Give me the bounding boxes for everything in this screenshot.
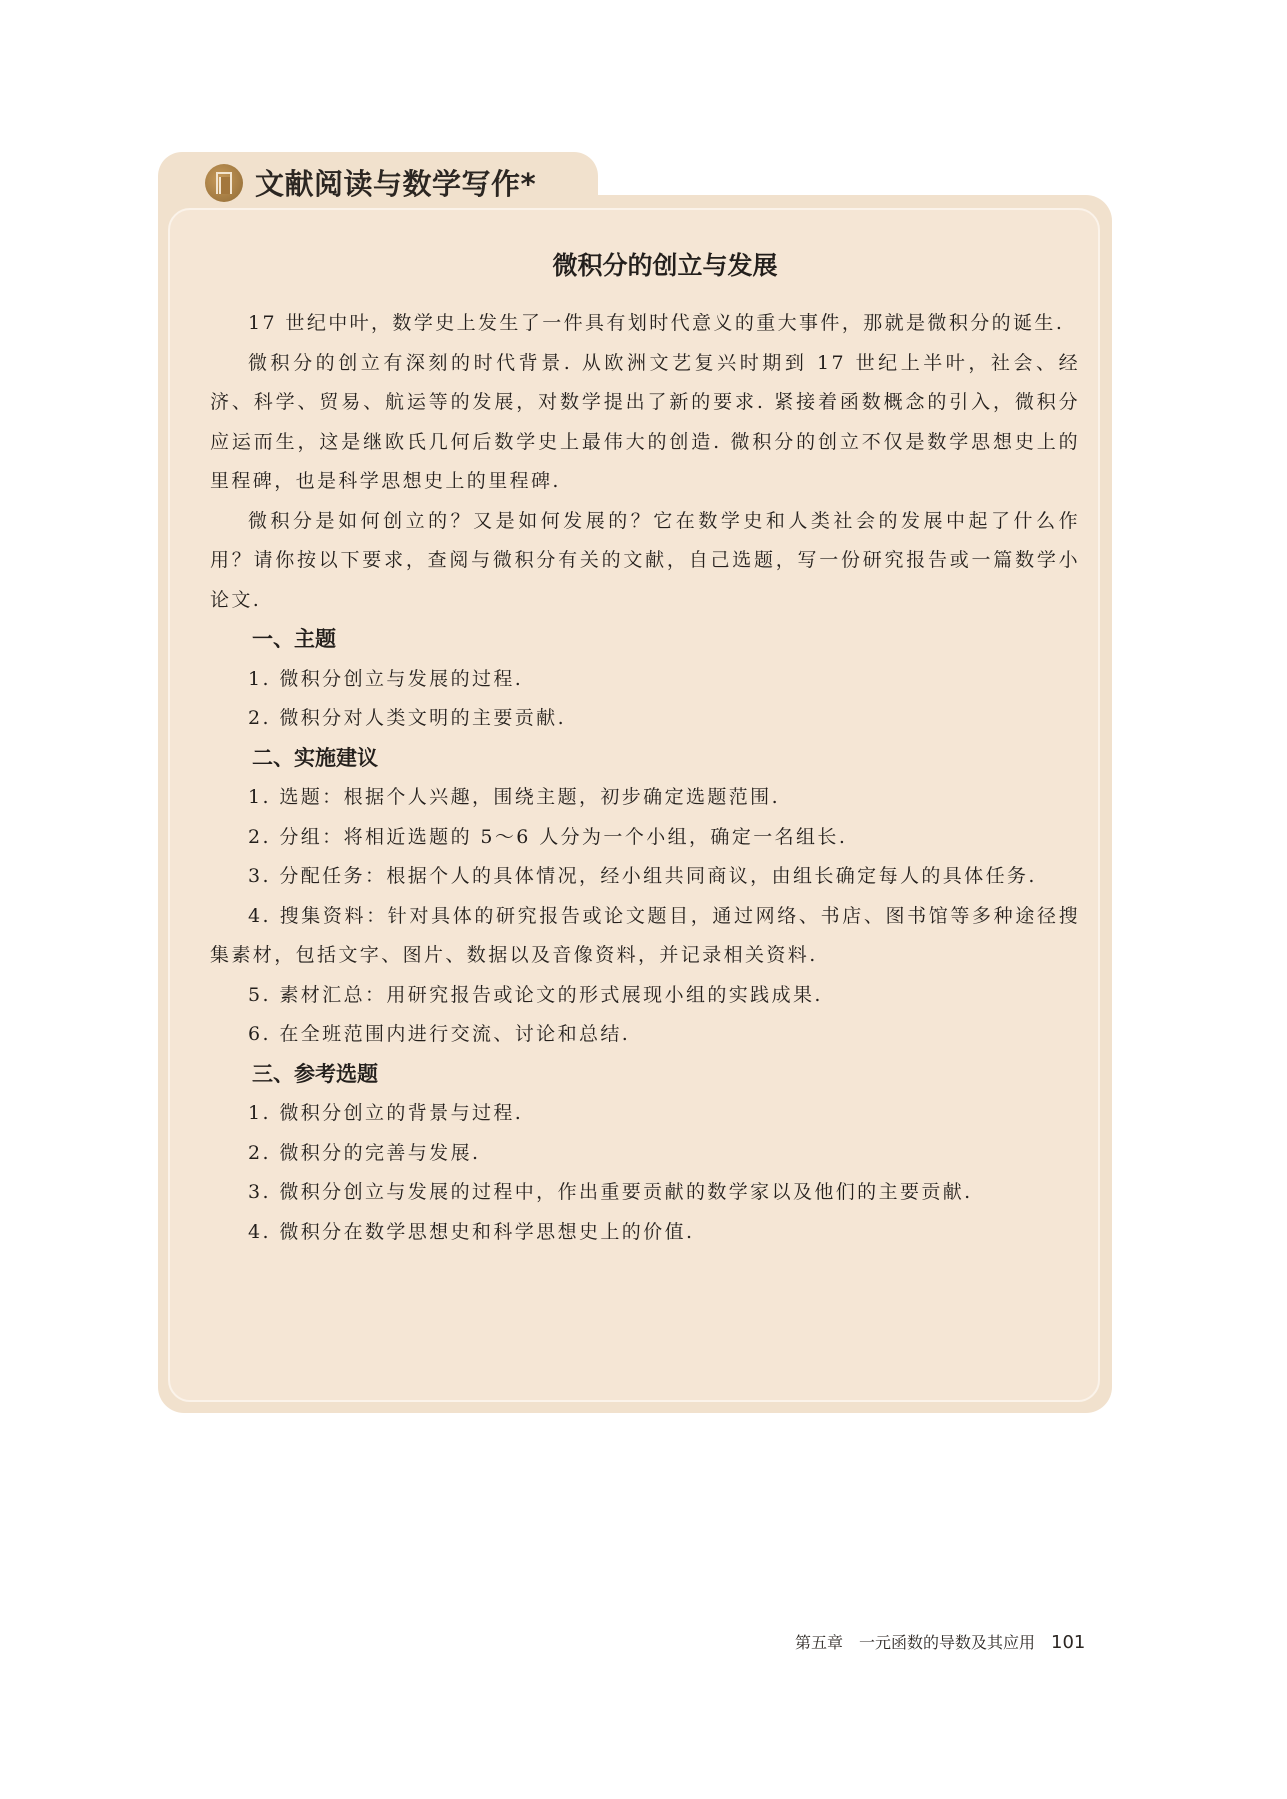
paragraph: 17 世纪中叶，数学史上发生了一件具有划时代意义的重大事件，那就是微积分的诞生. xyxy=(248,312,1065,334)
document-title: 微积分的创立与发展 xyxy=(552,251,778,280)
list-item: 4. 微积分在数学思想史和科学思想史上的价值. xyxy=(248,1220,695,1243)
list-item: 1. 微积分创立的背景与过程. xyxy=(248,1102,524,1124)
list-item: 5. 素材汇总：用研究报告或论文的形式展现小组的实践成果. xyxy=(248,983,823,1006)
book-icon xyxy=(205,164,243,202)
paragraph: 微积分是如何创立的？又是如何发展的？它在数学史和人类社会的发展中起了什么作用？请你按以下要求，查阅与微积分有关的文献，自己选题，写一份研究报告或一篇数学小论文. xyxy=(210,509,1080,611)
footer-chapter-title: 一元函数的导数及其应用 xyxy=(859,1633,1036,1652)
footer-chapter: 第五章 xyxy=(795,1633,844,1652)
paragraph: 微积分的创立有深刻的时代背景. 从欧洲文艺复兴时期到 17 世纪上半叶，社会、经济、科学、贸易、航运等的发展，对数学提出了新的要求. 紧接着函数概念的引入，微积分应运而生，这是继欧氏几何后数学史上最伟大的创造. 微积分的创立不仅是数学思想史上的里程碑，也是科学思想史上的里程碑. xyxy=(210,351,1080,492)
list-item: 1. 微积分创立与发展的过程. xyxy=(248,667,524,690)
page-number: 101 xyxy=(1051,1632,1086,1653)
section-header xyxy=(205,162,536,203)
section-heading-suggestions: 二、实施建议 xyxy=(252,745,378,770)
list-item: 2. 微积分对人类文明的主要贡献. xyxy=(248,707,567,729)
section-title: 文献阅读与数学写作* xyxy=(255,167,537,201)
section-heading-topic: 一、主题 xyxy=(252,627,336,651)
document-content xyxy=(210,240,1080,1252)
list-item: 6. 在全班范围内进行交流、讨论和总结. xyxy=(248,1023,631,1045)
section-heading-reference-topics: 三、参考选题 xyxy=(252,1061,378,1086)
page-footer xyxy=(795,1630,1085,1653)
list-item: 1. 选题：根据个人兴趣，围绕主题，初步确定选题范围. xyxy=(248,786,781,808)
list-item: 4. 搜集资料：针对具体的研究报告或论文题目，通过网络、书店、图书馆等多种途径搜集素材，包括文字、图片、数据以及音像资料，并记录相关资料. xyxy=(210,904,1080,966)
list-item: 2. 分组：将相近选题的 5～6 人分为一个小组，确定一名组长. xyxy=(248,825,848,848)
list-item: 2. 微积分的完善与发展. xyxy=(248,1141,481,1164)
list-item: 3. 分配任务：根据个人的具体情况，经小组共同商议，由组长确定每人的具体任务. xyxy=(248,865,1037,887)
list-item: 3. 微积分创立与发展的过程中，作出重要贡献的数学家以及他们的主要贡献. xyxy=(248,1181,973,1203)
